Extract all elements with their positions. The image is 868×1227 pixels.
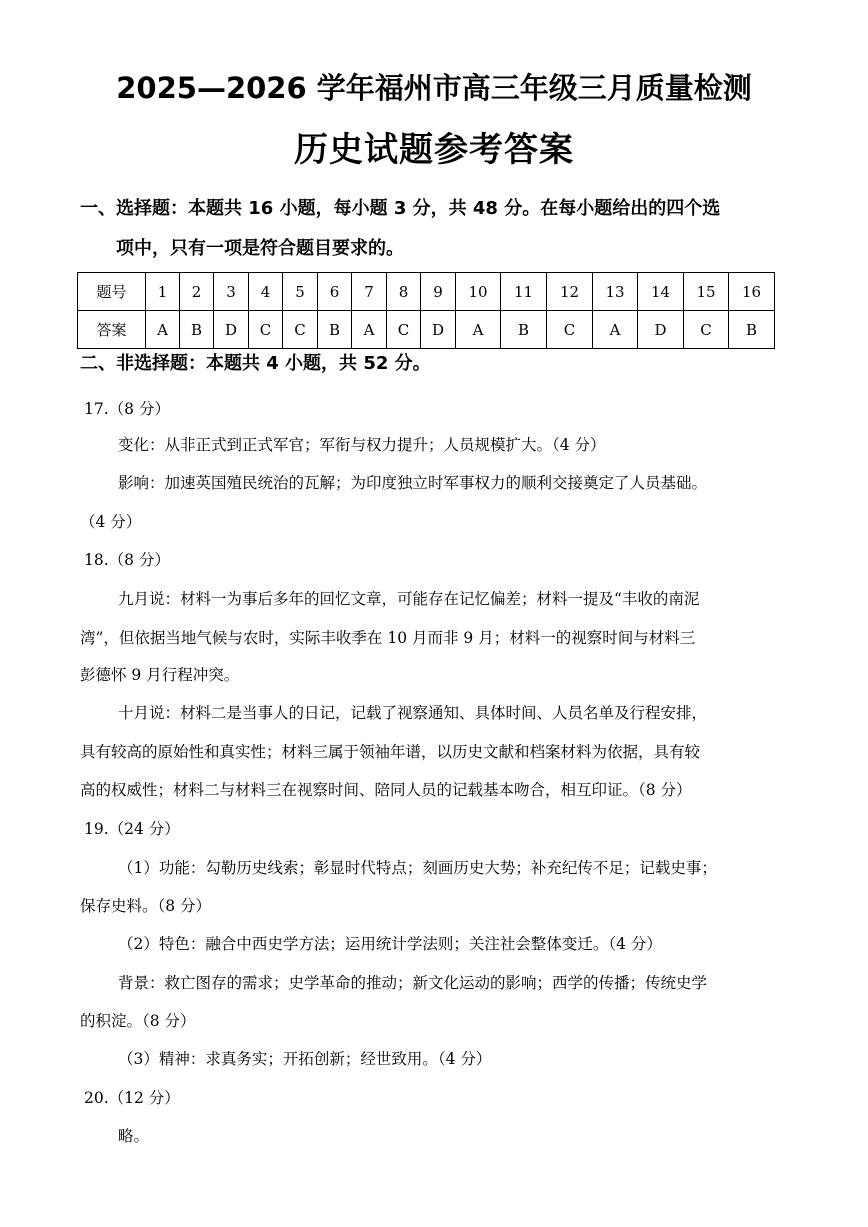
q20-content: 略。 — [118, 1127, 150, 1145]
answer-cell: D — [638, 311, 684, 349]
answer-cell: A — [352, 311, 387, 349]
answer-cell: D — [214, 311, 249, 349]
question-number-cell: 15 — [684, 273, 729, 311]
question-number-cell: 9 — [421, 273, 456, 311]
answer-table — [77, 272, 775, 349]
question-number-cell: 7 — [352, 273, 387, 311]
answer-cell: A — [456, 311, 501, 349]
row-label-answer: 答案 — [78, 311, 146, 349]
question-number-cell: 12 — [547, 273, 593, 311]
answer-table-answer-row — [78, 311, 775, 349]
answer-cell: B — [180, 311, 214, 349]
question-number-cell: 13 — [593, 273, 638, 311]
document-title: 2025—2026 学年福州市高三年级三月质量检测 — [116, 71, 752, 105]
q17-label: 17.（8 分） — [84, 400, 170, 418]
q18-oct-line1: 十月说：材料二是当事人的日记，记载了视察通知、具体时间、人员名单及行程安排， — [118, 704, 708, 722]
q19-p1-line1: （1）功能：勾勒历史线索；彰显时代特点；刻画历史大势；补充纪传不足；记载史事； — [118, 859, 717, 877]
section1-heading-line2: 项中，只有一项是符合题目要求的。 — [116, 238, 404, 259]
answer-cell: C — [283, 311, 318, 349]
row-label-number: 题号 — [78, 273, 146, 311]
question-number-cell: 16 — [729, 273, 775, 311]
q20-label: 20.（12 分） — [84, 1089, 180, 1107]
q18-oct-line3: 高的权威性；材料二与材料三在视察时间、陪同人员的记载基本吻合，相互印证。（8 分） — [80, 781, 692, 799]
section2-heading: 二、非选择题：本题共 4 小题，共 52 分。 — [80, 353, 431, 374]
answer-cell: C — [387, 311, 421, 349]
question-number-cell: 1 — [146, 273, 180, 311]
question-number-cell: 3 — [214, 273, 249, 311]
answer-cell: B — [318, 311, 352, 349]
q18-label: 18.（8 分） — [84, 551, 170, 569]
q18-sept-line1: 九月说：材料一为事后多年的回忆文章，可能存在记忆偏差；材料一提及“丰收的南泥 — [118, 590, 700, 608]
answer-cell: C — [684, 311, 729, 349]
answer-cell: C — [249, 311, 283, 349]
section1-heading-line1: 一、选择题：本题共 16 小题，每小题 3 分，共 48 分。在每小题给出的四个选 — [80, 198, 721, 219]
question-number-cell: 11 — [501, 273, 547, 311]
question-number-cell: 2 — [180, 273, 214, 311]
answer-cell: D — [421, 311, 456, 349]
question-number-cell: 8 — [387, 273, 421, 311]
answer-cell: B — [729, 311, 775, 349]
q17-change: 变化：从非正式到正式军官；军衔与权力提升；人员规模扩大。（4 分） — [118, 436, 606, 454]
question-number-cell: 6 — [318, 273, 352, 311]
answer-table-number-row — [78, 273, 775, 311]
answer-cell: B — [501, 311, 547, 349]
question-number-cell: 14 — [638, 273, 684, 311]
q19-p2: （2）特色：融合中西史学方法；运用统计学法则；关注社会整体变迁。（4 分） — [118, 935, 662, 953]
q18-sept-line2: 湾”，但依据当地气候与农时，实际丰收季在 10 月而非 9 月；材料一的视察时间与材料三 — [80, 629, 696, 647]
q19-bg-line2: 的积淀。（8 分） — [80, 1012, 196, 1030]
question-number-cell: 4 — [249, 273, 283, 311]
answer-cell: C — [547, 311, 593, 349]
answer-cell: A — [146, 311, 180, 349]
q19-p1-line2: 保存史料。（8 分） — [80, 897, 212, 915]
q17-impact-line2: （4 分） — [80, 513, 142, 531]
q18-sept-line3: 彭德怀 9 月行程冲突。 — [80, 666, 240, 684]
document-subtitle: 历史试题参考答案 — [294, 130, 574, 170]
q19-p3: （3）精神：求真务实；开拓创新；经世致用。（4 分） — [118, 1050, 492, 1068]
q17-impact-line1: 影响：加速英国殖民统治的瓦解；为印度独立时军事权力的顺利交接奠定了人员基础。 — [118, 474, 708, 492]
q18-oct-line2: 具有较高的原始性和真实性；材料三属于领袖年谱，以历史文献和档案材料为依据，具有较 — [80, 743, 701, 761]
question-number-cell: 5 — [283, 273, 318, 311]
answer-cell: A — [593, 311, 638, 349]
q19-bg-line1: 背景：救亡图存的需求；史学革命的推动；新文化运动的影响；西学的传播；传统史学 — [118, 974, 708, 992]
question-number-cell: 10 — [456, 273, 501, 311]
q19-label: 19.（24 分） — [84, 820, 180, 838]
section1-heading — [80, 189, 788, 269]
